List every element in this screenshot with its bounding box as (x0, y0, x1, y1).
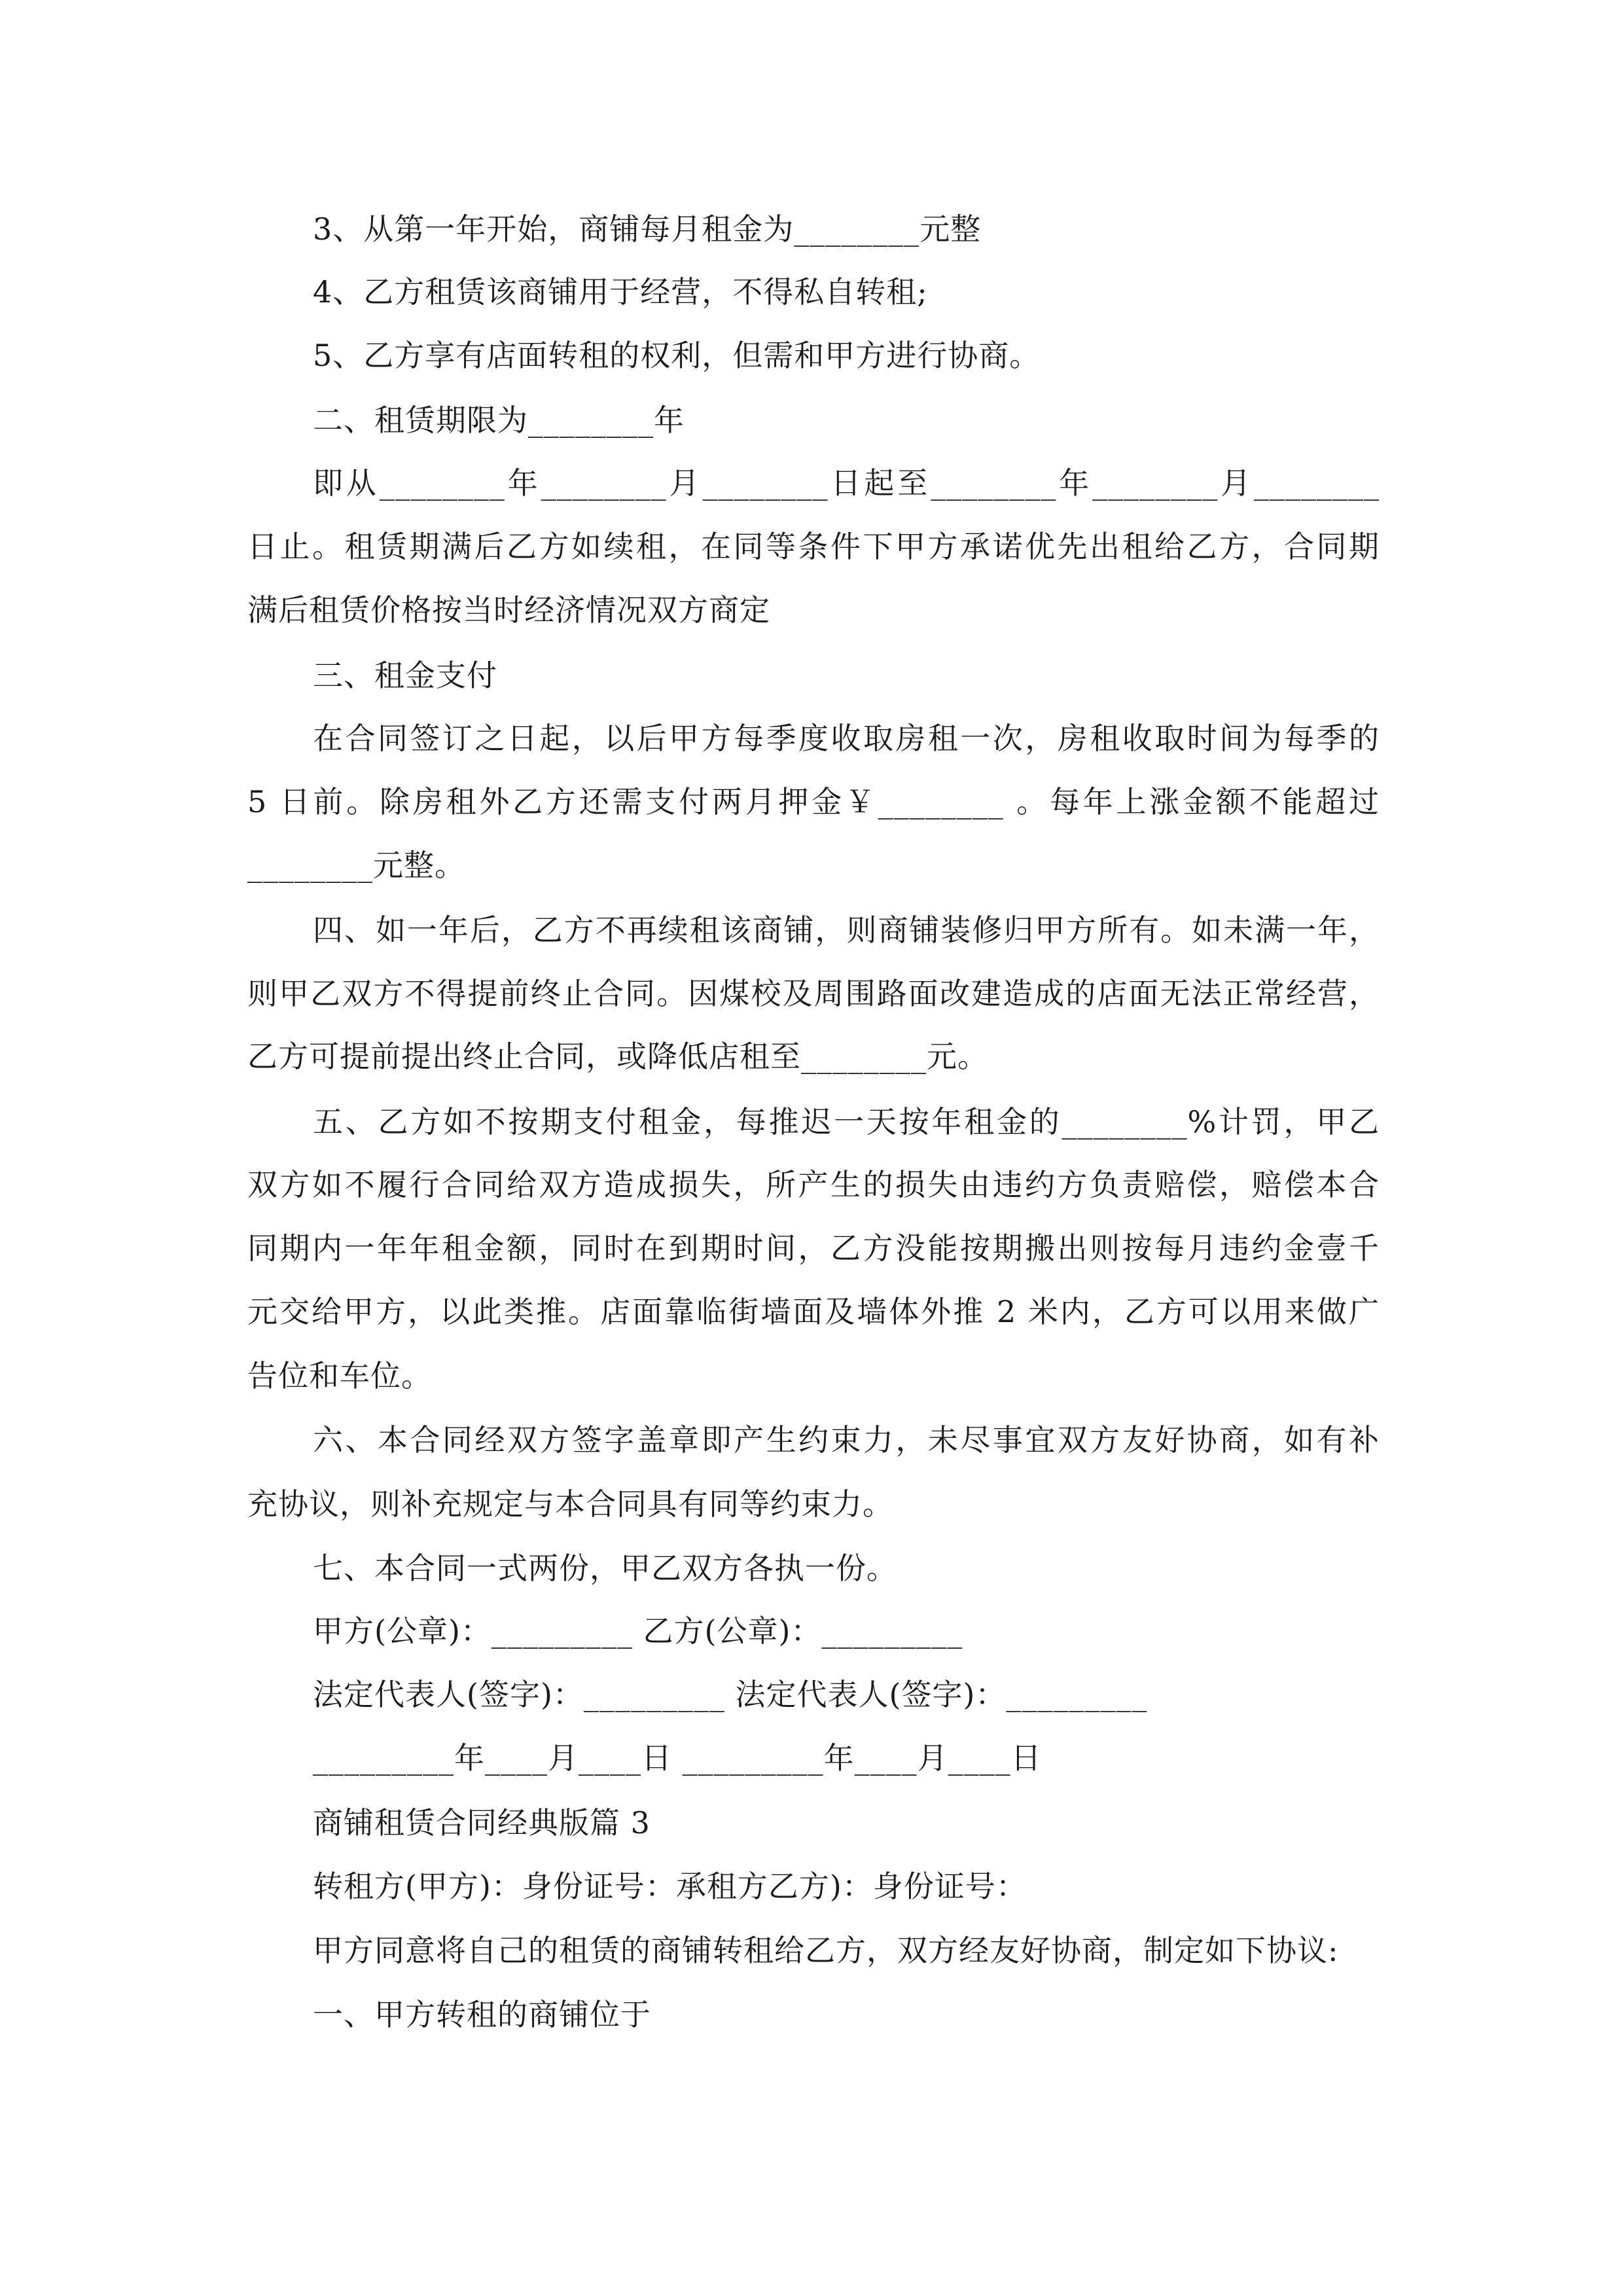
section-five-text-2: 双方如不履行合同给双方造成损失，所产生的损失由违约方负责赔偿，赔偿本合 (247, 1167, 1380, 1202)
section-lease-term: 二、租赁期限为________年 (313, 403, 685, 438)
clause-rent-monthly: 3、从第一年开始，商铺每月租金为________元整 (313, 211, 982, 247)
section-seven-text: 七、本合同一式两份，甲乙双方各执一份。 (313, 1551, 897, 1586)
lease-term-dates: 即从________年________月________日起至________年________月________ (313, 465, 1380, 501)
lease-renewal-text: 日止。租赁期满后乙方如续租，在同等条件下甲方承诺优先出租给乙方，合同期 (247, 529, 1380, 564)
contract-title-part3: 商铺租赁合同经典版篇 3 (313, 1805, 651, 1840)
clause-transfer-right: 5、乙方享有店面转租的权利，但需和甲方进行协商。 (313, 338, 1041, 373)
section-four-text-cont: 则甲乙双方不得提前终止合同。因煤校及周围路面改建造成的店面无法正常经营， (247, 976, 1380, 1011)
section-four-text-end: 乙方可提前提出终止合同，或降低店租至________元。 (247, 1039, 988, 1074)
section-six-text: 六、本合同经双方签字盖章即产生约束力，未尽事宜双方友好协商，如有补 (313, 1422, 1380, 1458)
section-five-text: 五、乙方如不按期支付租金，每推迟一天按年租金的________%计罚，甲乙 (313, 1104, 1380, 1139)
lease-renewal-text-cont: 满后租赁价格按当时经济情况双方商定 (247, 592, 770, 628)
section-five-text-3: 同期内一年年租金额，同时在到期时间，乙方没能按期搬出则按每月违约金壹千 (247, 1230, 1380, 1266)
rent-payment-cap: ________元整。 (247, 848, 465, 883)
rent-payment-deposit: 5 日前。除房租外乙方还需支付两月押金￥________ 。每年上涨金额不能超过 (247, 784, 1380, 819)
clause-shop-location: 一、甲方转租的商铺位于 (313, 1997, 651, 2032)
parties-line: 转租方(甲方)：身份证号：承租方乙方)：身份证号： (313, 1869, 1027, 1904)
section-six-text-cont: 充协议，则补充规定与本合同具有同等约束力。 (247, 1486, 893, 1522)
seal-line: 甲方(公章)：_________ 乙方(公章)：_________ (313, 1613, 963, 1649)
signature-line: 法定代表人(签字)：_________ 法定代表人(签字)：_________ (313, 1677, 1148, 1712)
section-five-text-5: 告位和车位。 (247, 1358, 432, 1393)
agreement-intro: 甲方同意将自己的租赁的商铺转租给乙方，双方经友好协商，制定如下协议: (313, 1933, 1339, 1968)
clause-no-sublet: 4、乙方租赁该商铺用于经营，不得私自转租; (313, 274, 928, 310)
date-line: _________年____月____日 _________年____月____日 (313, 1740, 1042, 1776)
section-rent-payment: 三、租金支付 (313, 658, 497, 693)
section-four-text: 四、如一年后，乙方不再续租该商铺，则商铺装修归甲方所有。如未满一年， (313, 912, 1380, 948)
rent-payment-text: 在合同签订之日起，以后甲方每季度收取房租一次，房租收取时间为每季的 (313, 721, 1380, 756)
section-five-text-4: 元交给甲方，以此类推。店面靠临街墙面及墙体外推 2 米内，乙方可以用来做广 (247, 1294, 1380, 1329)
